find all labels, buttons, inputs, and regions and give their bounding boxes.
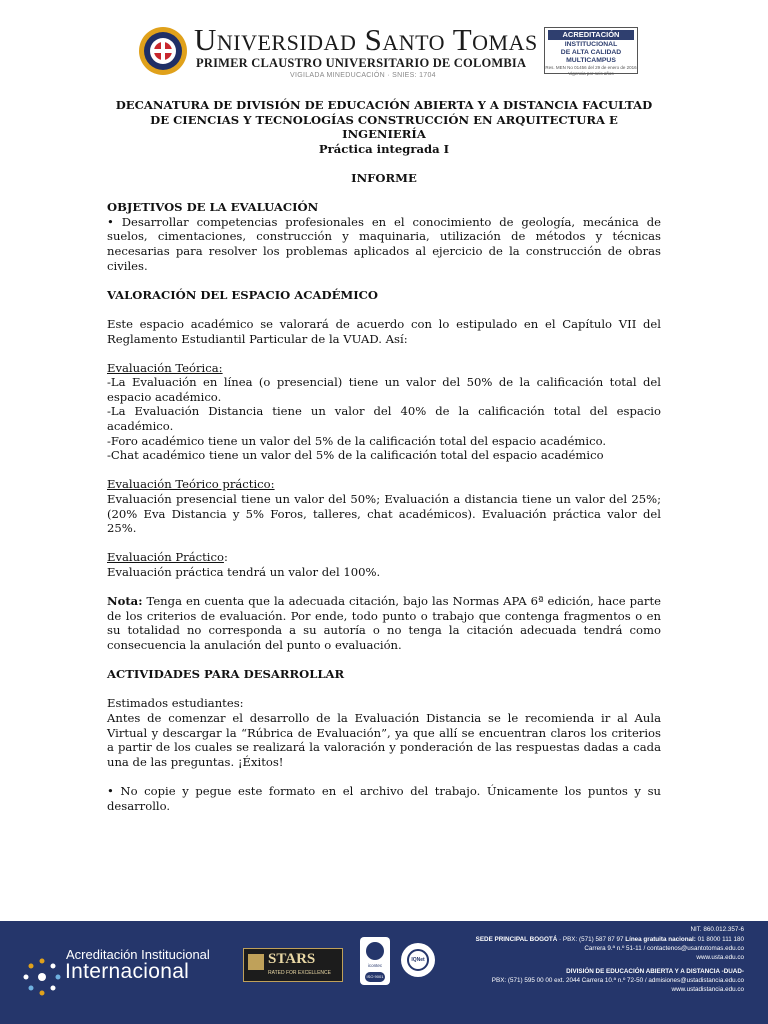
saludo: Estimados estudiantes: (107, 696, 244, 711)
badge-line4: MULTICAMPUS (566, 57, 616, 64)
teorica-item: -Foro académico tiene un valor del 5% de la calificación total del espacio académico. (107, 433, 607, 448)
objetivos-heading: OBJETIVOS DE LA EVALUACIÓN (107, 200, 319, 215)
university-seal-icon (138, 26, 188, 76)
practico-colon: : (223, 550, 228, 565)
iqnet-icon: IQNet (407, 949, 429, 971)
acreditacion-line1: Acreditación Institucional (66, 947, 210, 962)
badge-line3: DE ALTA CALIDAD (560, 49, 622, 56)
iqnet-logo (401, 943, 435, 977)
badge-line1: ACREDITACIÓN (548, 30, 634, 40)
teorico-practico-text: Evaluación presencial tiene un valor del 50%; Evaluación a distancia tiene un valor del 25%; (20% Eva Distancia y 5% Foros, talleres, chat académicos). Evaluación práctica valor del 25%. (107, 492, 661, 536)
actividades-heading: ACTIVIDADES PARA DESARROLLAR (107, 667, 345, 682)
practico-text: Evaluación práctica tendrá un valor del 100%. (107, 565, 381, 579)
accreditation-dots-icon (22, 957, 62, 997)
objetivos-text: • Desarrollar competencias profesionales en el conocimiento de geología, mecánica de suelos, cimentaciones, construcción y maquinaria, utilización de métodos y técnicas necesarias para resolver los problemas aplicados al ejercicio de la construcción de obras civiles. (107, 214, 661, 273)
teorica-heading: Evaluación Teórica: (107, 360, 223, 375)
footer-duad-pbx: PBX: (571) 595 00 00 ext. 2044 Carrera 10.ª n.º 72-50 / admisiones@ustadistancia.edu.co (491, 977, 744, 984)
doc-title-line1: DECANATURA DE DIVISIÓN DE EDUCACIÓN ABIERTA Y A DISTANCIA FACULTAD (115, 98, 653, 112)
badge-line2: INSTITUCIONAL (564, 41, 618, 48)
practico-heading-line (107, 550, 661, 565)
icontec-logo (360, 937, 390, 985)
footer-sede-dir: Carrera 9.ª n.º 51-11 / contactenos@usantotomas.edu.co (584, 945, 744, 952)
footer-duad-web: www.ustadistancia.edu.co (671, 986, 744, 993)
final-note: • No copie y pegue este formato en el archivo del trabajo. Únicamente los puntos y su desarrollo. (107, 783, 661, 813)
nota-text: Tenga en cuenta que la adecuada citación, bajo las Normas APA 6ª edición, hace parte de los criterios de evaluación. Por ende, todo punto o trabajo que contenga fragmentos o en su totalidad no corresponda a su autoría o no tenga la citación adecuada tendrá como consecuencia la anulación del punto o evaluación. (107, 594, 661, 652)
teorica-item: -La Evaluación en línea (o presencial) tiene un valor del 50% de la calificación total del espacio académico. (107, 375, 661, 404)
sede-pbx: · PBX: (571) 587 87 97 (557, 936, 626, 943)
footer-band (0, 921, 768, 1024)
nota-label: Nota: (107, 594, 143, 609)
valoracion-heading: VALORACIÓN DEL ESPACIO ACADÉMICO (107, 287, 378, 302)
letterhead (0, 0, 768, 92)
icontec-text: icontec (367, 963, 383, 968)
doc-title-line3: Práctica integrada I (318, 141, 450, 156)
duad-label: DIVISIÓN DE EDUCACIÓN ABIERTA Y A DISTANCIA -DUAD- (566, 968, 744, 975)
stars-word: STARS (268, 951, 316, 967)
practico-heading: Evaluación Práctico (107, 550, 224, 565)
linea-num: 01 8000 111 180 (695, 936, 744, 943)
valoracion-text: Este espacio académico se valorará de acuerdo con lo estipulado en el Capítulo VII del Reglamento Estudiantil Particular de la VUAD. Así: (107, 316, 661, 346)
badge-fine-print: Res. MEN No 01456 del 29 de enero de 2016 (545, 65, 637, 70)
teorica-item: -La Evaluación Distancia tiene un valor del 40% de la calificación total del espacio académico. (107, 404, 661, 434)
document-body (107, 98, 661, 813)
footer-sede-web: www.usta.edu.co (696, 954, 744, 961)
teorica-item: -Chat académico tiene un valor del 5% de la calificación total del espacio académico (107, 448, 604, 463)
stars-logo (243, 948, 343, 982)
doc-title-line2: DE CIENCIAS Y TECNOLOGÍAS CONSTRUCCIÓN EN ARQUITECTURA E INGENIERÍA (150, 112, 618, 142)
acreditacion-line2: Internacional (65, 960, 190, 983)
vigilada-note: VIGILADA MINEDUCACIÓN · SNIES: 1704 (290, 72, 436, 79)
footer-sede-line (448, 936, 744, 945)
footer-duad-label (448, 968, 744, 977)
icontec-icon (366, 942, 384, 960)
iso-badge: ISO 9001 (365, 972, 385, 982)
actividades-text: Antes de comenzar el desarrollo de la Evaluación Distancia se le recomienda ir al Aula Virtual y descargar la “Rúbrica de Evaluación”, ya que allí se encuentran claros los criterios a partir de los cuales se realizará la valoración y ponderación de las respuestas dadas a cada una de las preguntas. ¡Éxitos! (107, 710, 661, 769)
sede-label: SEDE PRINCIPAL BOGOTÁ (475, 936, 558, 943)
doc-informe: INFORME (351, 170, 417, 185)
accreditation-badge (544, 27, 638, 74)
linea-label: Línea gratuita nacional: (625, 936, 696, 943)
university-subtitle: PRIMER CLAUSTRO UNIVERSITARIO DE COLOMBIA (196, 56, 527, 70)
footer-nit: NIT. 860.012.357-6 (690, 926, 744, 933)
stars-emblem-icon (248, 954, 264, 970)
university-name: Universidad Santo Tomas (194, 22, 538, 57)
badge-fine-print-2: Vigencia por seis años (568, 71, 614, 76)
teorico-practico-heading: Evaluación Teórico práctico: (107, 477, 275, 492)
nota-paragraph (107, 594, 661, 652)
stars-tag: RATED FOR EXCELLENCE (268, 970, 331, 976)
